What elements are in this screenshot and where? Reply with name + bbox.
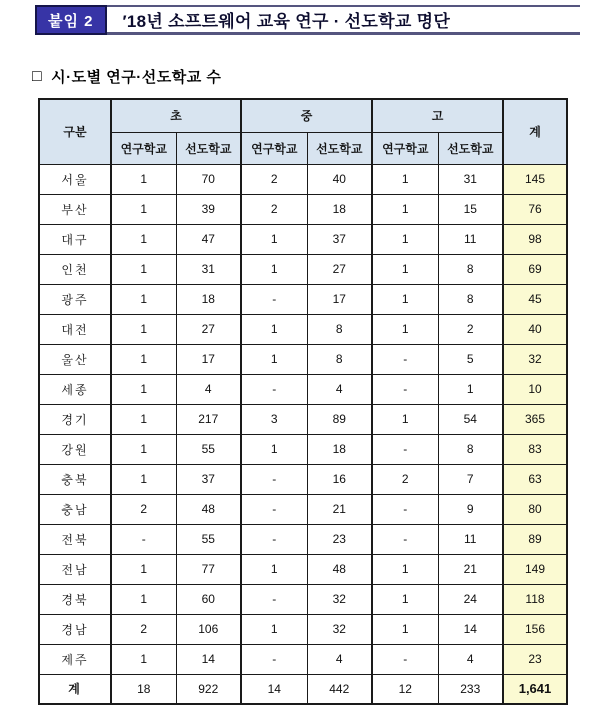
table-row bbox=[39, 434, 567, 464]
title-bar bbox=[35, 5, 580, 35]
value-cell: 27 bbox=[307, 254, 372, 284]
table-body bbox=[39, 164, 567, 704]
value-cell: 2 bbox=[438, 314, 503, 344]
table-row bbox=[39, 314, 567, 344]
row-total-cell: 365 bbox=[503, 404, 567, 434]
value-cell: 1 bbox=[372, 164, 438, 194]
row-total-cell: 69 bbox=[503, 254, 567, 284]
row-total-cell: 149 bbox=[503, 554, 567, 584]
table-row bbox=[39, 554, 567, 584]
value-cell: 1 bbox=[111, 464, 176, 494]
value-cell: 2 bbox=[241, 164, 307, 194]
row-total-cell: 80 bbox=[503, 494, 567, 524]
row-total-cell: 1,641 bbox=[503, 674, 567, 704]
value-cell: 2 bbox=[111, 494, 176, 524]
value-cell: 106 bbox=[176, 614, 241, 644]
table-row bbox=[39, 614, 567, 644]
value-cell: 1 bbox=[241, 614, 307, 644]
value-cell: - bbox=[372, 644, 438, 674]
value-cell: - bbox=[241, 374, 307, 404]
region-cell: 대전 bbox=[39, 314, 111, 344]
value-cell: 18 bbox=[176, 284, 241, 314]
region-cell: 부산 bbox=[39, 194, 111, 224]
value-cell: - bbox=[241, 644, 307, 674]
value-cell: 17 bbox=[176, 344, 241, 374]
value-cell: 1 bbox=[372, 584, 438, 614]
value-cell: 442 bbox=[307, 674, 372, 704]
table-row bbox=[39, 164, 567, 194]
group-header-high: 고 bbox=[372, 99, 503, 132]
table-header bbox=[39, 99, 567, 164]
value-cell: 9 bbox=[438, 494, 503, 524]
value-cell: 1 bbox=[372, 254, 438, 284]
value-cell: 40 bbox=[307, 164, 372, 194]
value-cell: 1 bbox=[372, 614, 438, 644]
region-cell: 충북 bbox=[39, 464, 111, 494]
region-cell: 계 bbox=[39, 674, 111, 704]
row-total-cell: 32 bbox=[503, 344, 567, 374]
title-rule-box bbox=[107, 5, 581, 35]
table-row bbox=[39, 194, 567, 224]
value-cell: 1 bbox=[372, 314, 438, 344]
value-cell: - bbox=[372, 344, 438, 374]
row-total-cell: 45 bbox=[503, 284, 567, 314]
table-row bbox=[39, 494, 567, 524]
value-cell: 1 bbox=[241, 224, 307, 254]
region-cell: 세종 bbox=[39, 374, 111, 404]
region-cell: 경북 bbox=[39, 584, 111, 614]
region-cell: 강원 bbox=[39, 434, 111, 464]
table-row bbox=[39, 374, 567, 404]
region-cell: 인천 bbox=[39, 254, 111, 284]
value-cell: 1 bbox=[111, 314, 176, 344]
sub-header-research: 연구학교 bbox=[372, 132, 438, 164]
value-cell: 23 bbox=[307, 524, 372, 554]
value-cell: - bbox=[241, 464, 307, 494]
row-total-cell: 118 bbox=[503, 584, 567, 614]
table-row bbox=[39, 224, 567, 254]
table-row bbox=[39, 644, 567, 674]
row-total-cell: 145 bbox=[503, 164, 567, 194]
value-cell: 8 bbox=[438, 434, 503, 464]
value-cell: 1 bbox=[372, 194, 438, 224]
region-cell: 경남 bbox=[39, 614, 111, 644]
value-cell: 7 bbox=[438, 464, 503, 494]
value-cell: 48 bbox=[307, 554, 372, 584]
region-cell: 전북 bbox=[39, 524, 111, 554]
value-cell: 1 bbox=[111, 404, 176, 434]
section-title: 시·도별 연구·선도학교 수 bbox=[51, 69, 222, 86]
region-cell: 대구 bbox=[39, 224, 111, 254]
value-cell: 1 bbox=[241, 434, 307, 464]
sub-header-research: 연구학교 bbox=[111, 132, 176, 164]
value-cell: 48 bbox=[176, 494, 241, 524]
value-cell: - bbox=[241, 284, 307, 314]
value-cell: - bbox=[241, 494, 307, 524]
region-cell: 서울 bbox=[39, 164, 111, 194]
value-cell: 18 bbox=[307, 194, 372, 224]
value-cell: 18 bbox=[307, 434, 372, 464]
value-cell: 1 bbox=[111, 434, 176, 464]
value-cell: 1 bbox=[372, 284, 438, 314]
table-row bbox=[39, 284, 567, 314]
value-cell: 1 bbox=[241, 554, 307, 584]
sub-header-research: 연구학교 bbox=[241, 132, 307, 164]
row-total-cell: 63 bbox=[503, 464, 567, 494]
value-cell: 4 bbox=[307, 644, 372, 674]
group-header-elementary: 초 bbox=[111, 99, 241, 132]
region-cell: 경기 bbox=[39, 404, 111, 434]
total-header-cell: 계 bbox=[503, 99, 567, 164]
value-cell: 1 bbox=[372, 404, 438, 434]
row-total-cell: 40 bbox=[503, 314, 567, 344]
value-cell: 2 bbox=[241, 194, 307, 224]
value-cell: 37 bbox=[307, 224, 372, 254]
value-cell: 21 bbox=[438, 554, 503, 584]
value-cell: 1 bbox=[241, 254, 307, 284]
value-cell: 31 bbox=[176, 254, 241, 284]
value-cell: - bbox=[111, 524, 176, 554]
attachment-badge: 붙임 2 bbox=[35, 5, 107, 35]
value-cell: 1 bbox=[372, 554, 438, 584]
value-cell: 55 bbox=[176, 524, 241, 554]
value-cell: 70 bbox=[176, 164, 241, 194]
value-cell: 1 bbox=[372, 224, 438, 254]
row-total-cell: 10 bbox=[503, 374, 567, 404]
value-cell: 32 bbox=[307, 614, 372, 644]
value-cell: 1 bbox=[111, 374, 176, 404]
value-cell: 1 bbox=[241, 314, 307, 344]
value-cell: - bbox=[241, 584, 307, 614]
value-cell: 217 bbox=[176, 404, 241, 434]
value-cell: - bbox=[241, 524, 307, 554]
value-cell: 5 bbox=[438, 344, 503, 374]
section-heading bbox=[32, 66, 600, 87]
value-cell: 4 bbox=[307, 374, 372, 404]
value-cell: 922 bbox=[176, 674, 241, 704]
region-cell: 광주 bbox=[39, 284, 111, 314]
value-cell: 18 bbox=[111, 674, 176, 704]
group-header-middle: 중 bbox=[241, 99, 372, 132]
table-row bbox=[39, 404, 567, 434]
value-cell: 54 bbox=[438, 404, 503, 434]
value-cell: 8 bbox=[438, 284, 503, 314]
sub-header-leading: 선도학교 bbox=[307, 132, 372, 164]
value-cell: 1 bbox=[438, 374, 503, 404]
row-total-cell: 83 bbox=[503, 434, 567, 464]
sub-header-leading: 선도학교 bbox=[438, 132, 503, 164]
value-cell: 1 bbox=[111, 164, 176, 194]
value-cell: 11 bbox=[438, 524, 503, 554]
value-cell: - bbox=[372, 434, 438, 464]
region-cell: 충남 bbox=[39, 494, 111, 524]
value-cell: 12 bbox=[372, 674, 438, 704]
value-cell: 21 bbox=[307, 494, 372, 524]
document bbox=[0, 5, 600, 705]
value-cell: 4 bbox=[438, 644, 503, 674]
value-cell: 1 bbox=[111, 644, 176, 674]
value-cell: 1 bbox=[111, 554, 176, 584]
value-cell: 4 bbox=[176, 374, 241, 404]
value-cell: - bbox=[372, 524, 438, 554]
value-cell: 233 bbox=[438, 674, 503, 704]
value-cell: 37 bbox=[176, 464, 241, 494]
table-row bbox=[39, 584, 567, 614]
table-row bbox=[39, 344, 567, 374]
value-cell: 16 bbox=[307, 464, 372, 494]
value-cell: 14 bbox=[438, 614, 503, 644]
school-count-table bbox=[38, 98, 568, 705]
row-total-cell: 156 bbox=[503, 614, 567, 644]
page-title: ′18년 소프트웨어 교육 연구 · 선도학교 명단 bbox=[122, 12, 451, 31]
square-bullet-icon: □ bbox=[32, 67, 43, 85]
value-cell: 8 bbox=[438, 254, 503, 284]
value-cell: 2 bbox=[111, 614, 176, 644]
row-total-cell: 23 bbox=[503, 644, 567, 674]
value-cell: 3 bbox=[241, 404, 307, 434]
value-cell: 17 bbox=[307, 284, 372, 314]
value-cell: 47 bbox=[176, 224, 241, 254]
region-cell: 전남 bbox=[39, 554, 111, 584]
value-cell: 39 bbox=[176, 194, 241, 224]
value-cell: - bbox=[372, 494, 438, 524]
row-total-cell: 89 bbox=[503, 524, 567, 554]
value-cell: 31 bbox=[438, 164, 503, 194]
value-cell: 27 bbox=[176, 314, 241, 344]
value-cell: 2 bbox=[372, 464, 438, 494]
value-cell: 11 bbox=[438, 224, 503, 254]
value-cell: 15 bbox=[438, 194, 503, 224]
value-cell: 1 bbox=[111, 584, 176, 614]
table-row bbox=[39, 254, 567, 284]
value-cell: - bbox=[372, 374, 438, 404]
value-cell: 60 bbox=[176, 584, 241, 614]
value-cell: 24 bbox=[438, 584, 503, 614]
row-total-cell: 76 bbox=[503, 194, 567, 224]
value-cell: 1 bbox=[111, 344, 176, 374]
total-row bbox=[39, 674, 567, 704]
region-cell: 제주 bbox=[39, 644, 111, 674]
value-cell: 1 bbox=[241, 344, 307, 374]
region-cell: 울산 bbox=[39, 344, 111, 374]
value-cell: 77 bbox=[176, 554, 241, 584]
value-cell: 14 bbox=[176, 644, 241, 674]
value-cell: 55 bbox=[176, 434, 241, 464]
table-row bbox=[39, 464, 567, 494]
value-cell: 8 bbox=[307, 344, 372, 374]
sub-header-leading: 선도학교 bbox=[176, 132, 241, 164]
value-cell: 1 bbox=[111, 284, 176, 314]
row-total-cell: 98 bbox=[503, 224, 567, 254]
value-cell: 32 bbox=[307, 584, 372, 614]
value-cell: 14 bbox=[241, 674, 307, 704]
table-row bbox=[39, 524, 567, 554]
value-cell: 89 bbox=[307, 404, 372, 434]
value-cell: 8 bbox=[307, 314, 372, 344]
value-cell: 1 bbox=[111, 194, 176, 224]
value-cell: 1 bbox=[111, 254, 176, 284]
corner-header-cell: 구분 bbox=[39, 99, 111, 164]
value-cell: 1 bbox=[111, 224, 176, 254]
